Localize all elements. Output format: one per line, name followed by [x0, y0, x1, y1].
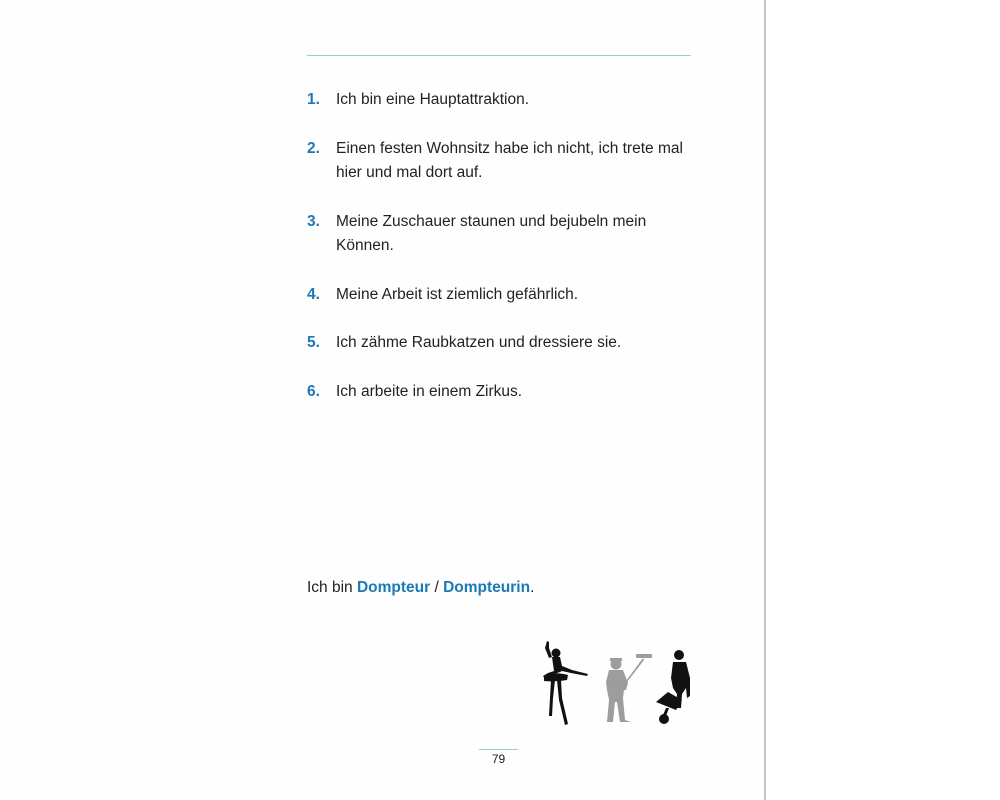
answer-term-male: Dompteur [356, 579, 431, 596]
worker-wheelbarrow-silhouette-icon [656, 650, 690, 724]
clue-list [307, 88, 707, 404]
page-number: 79 [491, 752, 506, 766]
clue-item [307, 137, 707, 186]
answer-separator: / [430, 579, 444, 596]
top-divider [307, 55, 691, 56]
clue-number: 5. [307, 334, 320, 351]
clue-text: Meine Zuschauer staunen und bejubeln mein Können. [336, 212, 647, 254]
page-edge-divider [764, 0, 766, 800]
clue-number: 2. [307, 139, 320, 157]
clue-text: Meine Arbeit ist ziemlich gefährlich. [336, 285, 579, 303]
clue-item [307, 283, 707, 308]
clue-number: 4. [307, 285, 320, 303]
clue-text: Ich arbeite in einem Zirkus. [336, 382, 523, 400]
clue-item [307, 210, 707, 259]
profession-silhouettes [540, 638, 700, 730]
answer-prefix: Ich bin [307, 579, 357, 596]
clue-number: 6. [307, 382, 320, 400]
ballerina-silhouette-icon [543, 641, 588, 725]
clue-item [307, 88, 707, 113]
answer-line [307, 576, 534, 600]
clue-text: Ich bin eine Hauptattraktion. [336, 91, 530, 108]
answer-term-female: Dompteurin [443, 579, 531, 596]
clue-number: 3. [307, 212, 320, 230]
clue-number: 1. [307, 91, 320, 108]
answer-suffix: . [530, 579, 535, 596]
clue-text: Ich zähme Raubkatzen und dressiere sie. [336, 334, 622, 351]
clue-item [307, 380, 707, 405]
clue-text: Einen festen Wohnsitz habe ich nicht, ich trete mal hier und mal dort auf. [336, 139, 683, 181]
page-number-divider [479, 749, 518, 750]
clue-item [307, 331, 707, 356]
painter-silhouette-icon [606, 654, 652, 722]
